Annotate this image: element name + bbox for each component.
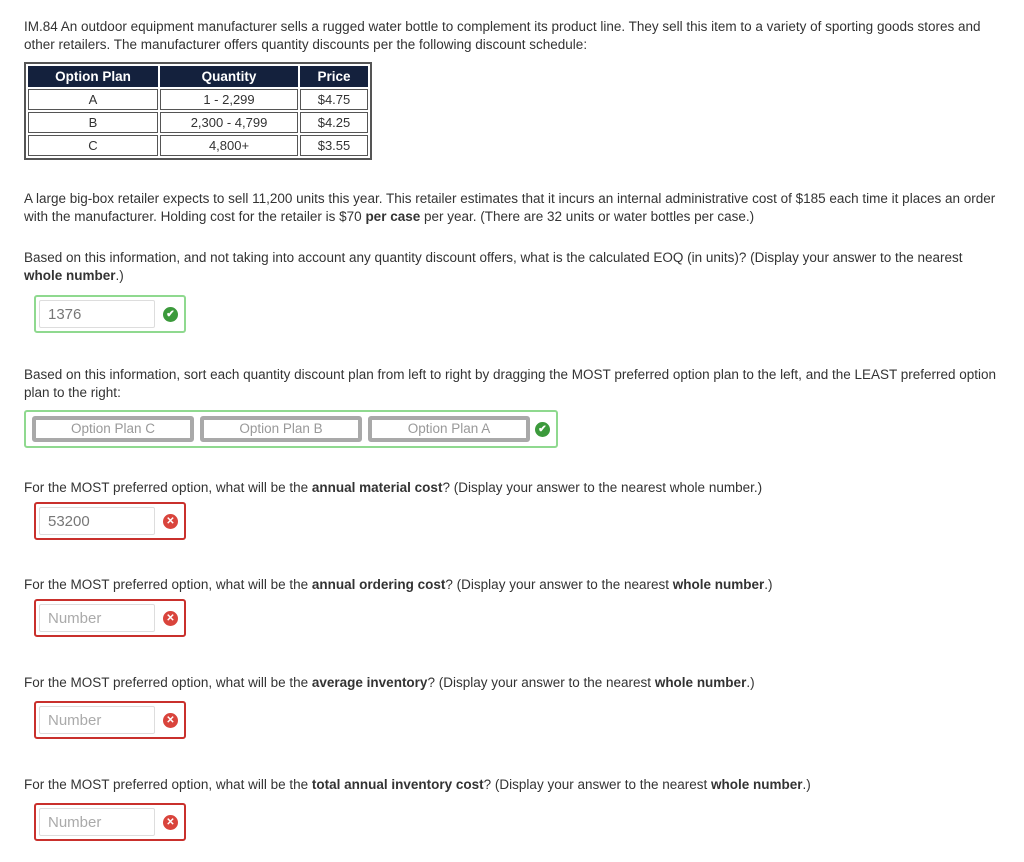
problem-intro: IM.84 An outdoor equipment manufacturer sells a rugged water bottle to complement its product line. They sell this item to a variety of sporting goods stores and other retailers. The manufacturer offers quantity discounts per the following discount schedule: [24,19,981,52]
x-circle-icon: ✕ [163,514,178,529]
scenario-part1: A large big-box retailer expects to sell 11,200 units this year. This retailer estimates that it incurs an internal administrative cost of $185 each time it places an order with the manufacturer. Holding cost for the retailer is $70 [24,191,996,224]
eoq-answer-box [34,295,186,333]
question-total-cost [24,776,1004,794]
question-material-cost [24,479,1004,497]
question-ordering-cost-post: ? (Display your answer to the nearest [445,577,673,592]
check-circle-icon: ✔ [535,422,550,437]
question-average-inventory-pre: For the MOST preferred option, what will be the [24,675,312,690]
cell-option-plan: B [28,112,158,133]
column-header-quantity: Quantity [160,66,298,87]
question-total-cost-pre: For the MOST preferred option, what will be the [24,777,312,792]
question-ordering-cost-bold2: whole number [672,577,765,592]
cell-price: $4.75 [300,89,368,110]
question-eoq-text: Based on this information, and not taking into account any quantity discount offers, what is the calculated EOQ (in units)? (Display your answer to the nearest [24,250,963,265]
cell-quantity: 2,300 - 4,799 [160,112,298,133]
question-total-cost-bold: total annual inventory cost [311,777,484,792]
question-ordering-cost-tail: .) [764,577,773,592]
question-average-inventory [24,674,1004,692]
question-eoq-bold: whole number [24,268,116,283]
draggable-option-plan-b[interactable]: Option Plan B [200,416,362,442]
column-header-option-plan: Option Plan [28,66,158,87]
question-average-inventory-bold2: whole number [654,675,747,690]
table-header-row [28,66,368,87]
question-material-cost-bold: annual material cost [311,480,443,495]
question-eoq [24,249,1004,285]
cell-option-plan: A [28,89,158,110]
cell-price: $3.55 [300,135,368,156]
question-total-cost-post: ? (Display your answer to the nearest [483,777,712,792]
eoq-input[interactable] [39,300,155,328]
question-total-cost-bold2: whole number [711,777,803,792]
x-circle-icon: ✕ [163,611,178,626]
scenario-text [24,190,1004,226]
table-row [28,112,368,133]
question-sort: Based on this information, sort each quantity discount plan from left to right by dragging the MOST preferred option plan to the left, and the LEAST preferred option plan to the right: [24,367,997,400]
scenario-bold-per-case: per case [365,209,421,224]
total-cost-input[interactable] [39,808,155,836]
question-eoq-tail: .) [115,268,124,283]
question-total-cost-tail: .) [802,777,811,792]
cell-quantity: 4,800+ [160,135,298,156]
question-ordering-cost-bold: annual ordering cost [311,577,446,592]
draggable-option-plan-c[interactable]: Option Plan C [32,416,194,442]
x-circle-icon: ✕ [163,815,178,830]
scenario-part2: per year. (There are 32 units or water bottles per case.) [420,209,755,224]
question-average-inventory-bold: average inventory [311,675,428,690]
column-header-price: Price [300,66,368,87]
cell-quantity: 1 - 2,299 [160,89,298,110]
x-circle-icon: ✕ [163,713,178,728]
discount-schedule-table [24,62,372,160]
material-cost-input[interactable] [39,507,155,535]
question-ordering-cost-pre: For the MOST preferred option, what will be the [24,577,312,592]
average-inventory-answer-box [34,701,186,739]
average-inventory-input[interactable] [39,706,155,734]
question-material-cost-pre: For the MOST preferred option, what will be the [24,480,312,495]
total-cost-answer-box [34,803,186,841]
material-cost-answer-box [34,502,186,540]
table-row [28,89,368,110]
check-circle-icon: ✔ [163,307,178,322]
cell-price: $4.25 [300,112,368,133]
draggable-option-plan-a[interactable]: Option Plan A [368,416,530,442]
question-material-cost-post: ? (Display your answer to the nearest whole number.) [442,480,763,495]
ordering-cost-input[interactable] [39,604,155,632]
question-average-inventory-post: ? (Display your answer to the nearest [427,675,655,690]
cell-option-plan: C [28,135,158,156]
question-average-inventory-tail: .) [746,675,755,690]
table-row [28,135,368,156]
ordering-cost-answer-box [34,599,186,637]
sort-options-box [24,410,558,448]
question-ordering-cost [24,576,1004,594]
